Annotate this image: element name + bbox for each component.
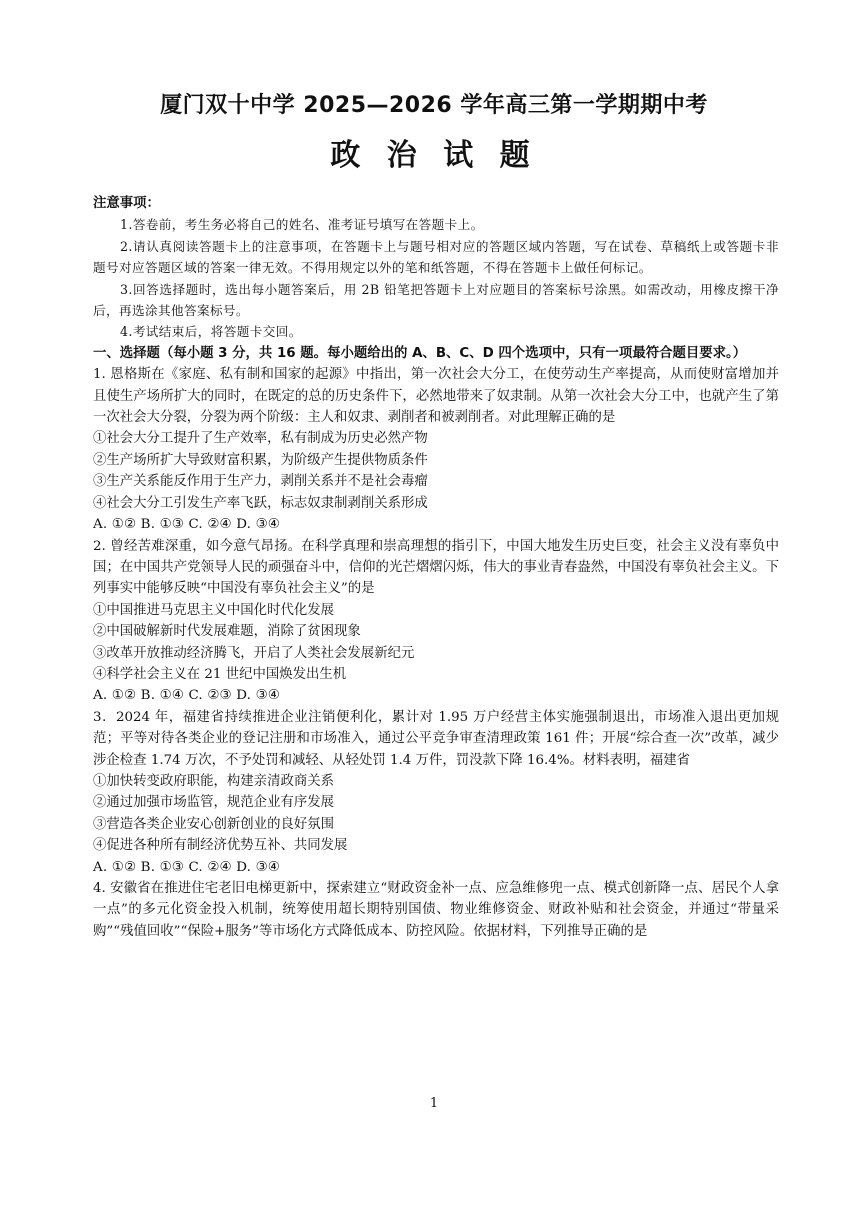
notice-item-2: 2.请认真阅读答题卡上的注意事项，在答题卡上与题号相对应的答题区域内答题，写在试卷、草稿纸上或答题卡非题号对应答题区域的答案一律无效。不得用规定以外的笔和纸答题，不得在答题卡上做任何标记。 (93, 238, 779, 276)
page-number: 1 (429, 1096, 439, 1111)
question-option: ③改革开放推动经济腾飞，开启了人类社会发展新纪元 (93, 645, 415, 661)
question-option: ①加快转变政府职能，构建亲清政商关系 (93, 773, 335, 789)
notice-item-1: 1.答卷前，考生务必将自己的姓名、准考证号填写在答题卡上。 (120, 217, 484, 233)
question-3 (93, 707, 779, 878)
section-heading: 一、选择题（每小题 3 分，共 16 题。每小题给出的 A、B、C、D 四个选项中，只有一项最符合题目要求。） (93, 345, 747, 361)
notice-item-3: 3.回答选择题时，选出每小题答案后，用 2B 铅笔把答题卡上对应题目的答案标号涂黑。如需改动，用橡皮擦干净后，再选涂其他答案标号。 (93, 281, 779, 319)
question-option: ②生产场所扩大导致财富积累，为阶级产生提供物质条件 (93, 452, 428, 468)
question-stem: 2. 曾经苦难深重，如今意气昂扬。在科学真理和崇高理想的指引下，中国大地发生历史巨变，社会主义没有辜负中国；在中国共产党领导人民的顽强奋斗中，信仰的光芒熠熠闪烁，伟大的事业青春盎然，中国没有辜负社会主义。下列事实中能够反映“中国没有辜负社会主义”的是 (93, 538, 779, 597)
notice-item-4: 4.考试结束后，将答题卡交回。 (120, 324, 302, 340)
question-option: ①社会大分工提升了生产效率，私有制成为历史必然产物 (93, 431, 428, 447)
question-stem: 4. 安徽省在推进住宅老旧电梯更新中，探索建立“财政资金补一点、应急维修兜一点、模式创新降一点、居民个人拿一点”的多元化资金投入机制，统筹使用超长期特别国债、物业维修资金、财政补贴和社会资金，并通过“带量采购”“残值回收”“保险+服务”等市场化方式降低成本、防控风险。依据材料，下列推导正确的是 (93, 881, 779, 939)
question-option: ②通过加强市场监管，规范企业有序发展 (93, 795, 335, 811)
question-stem: 3．2024 年，福建省持续推进企业注销便利化，累计对 1.95 万户经营主体实施强制退出，市场准入退出更加规范；平等对待各类企业的登记注册和市场准入，通过公平竞争审查清理政策 161 件；开展“综合查一次”改革，减少涉企检查 1.74 万次，不予处罚和减轻、从轻处罚 1.4 万件，罚没款下降 16.4%。材料表明，福建省 (93, 709, 779, 768)
question-stem: 1. 恩格斯在《家庭、私有制和国家的起源》中指出，第一次社会大分工，在使劳动生产率提高，从而使财富增加并且使生产场所扩大的同时，在既定的总的历史条件下，必然地带来了奴隶制。从第一次社会大分工中，也就产生了第一次社会大分裂，分裂为两个阶级：主人和奴隶、剥削者和被剥削者。对此理解正确的是 (93, 367, 779, 426)
question-option: ④科学社会主义在 21 世纪中国焕发出生机 (93, 666, 347, 682)
exam-body (93, 193, 779, 942)
answer-choices: A. ①② B. ①③ C. ②④ D. ③④ (93, 517, 280, 533)
question-option: ③营造各类企业安心创新创业的良好氛围 (93, 816, 335, 832)
question-option: ③生产关系能反作用于生产力，剥削关系并不是社会毒瘤 (93, 474, 428, 490)
question-2 (93, 536, 779, 707)
notice-heading: 注意事项： (93, 196, 160, 211)
subject-title: 政 治 试 题 (330, 138, 538, 173)
answer-choices: A. ①② B. ①④ C. ②③ D. ③④ (93, 688, 280, 704)
question-4 (93, 878, 779, 942)
answer-choices: A. ①② B. ①③ C. ②④ D. ③④ (93, 859, 280, 875)
question-option: ②中国破解新时代发展难题，消除了贫困现象 (93, 624, 361, 640)
question-option: ①中国推进马克思主义中国化时代化发展 (93, 602, 335, 618)
exam-title: 厦门双十中学 2025—2026 学年高三第一学期期中考 (160, 93, 708, 118)
question-1 (93, 364, 779, 535)
question-option: ④促进各种所有制经济优势互补、共同发展 (93, 838, 348, 854)
question-option: ④社会大分工引发生产率飞跃，标志奴隶制剥削关系形成 (93, 495, 428, 511)
